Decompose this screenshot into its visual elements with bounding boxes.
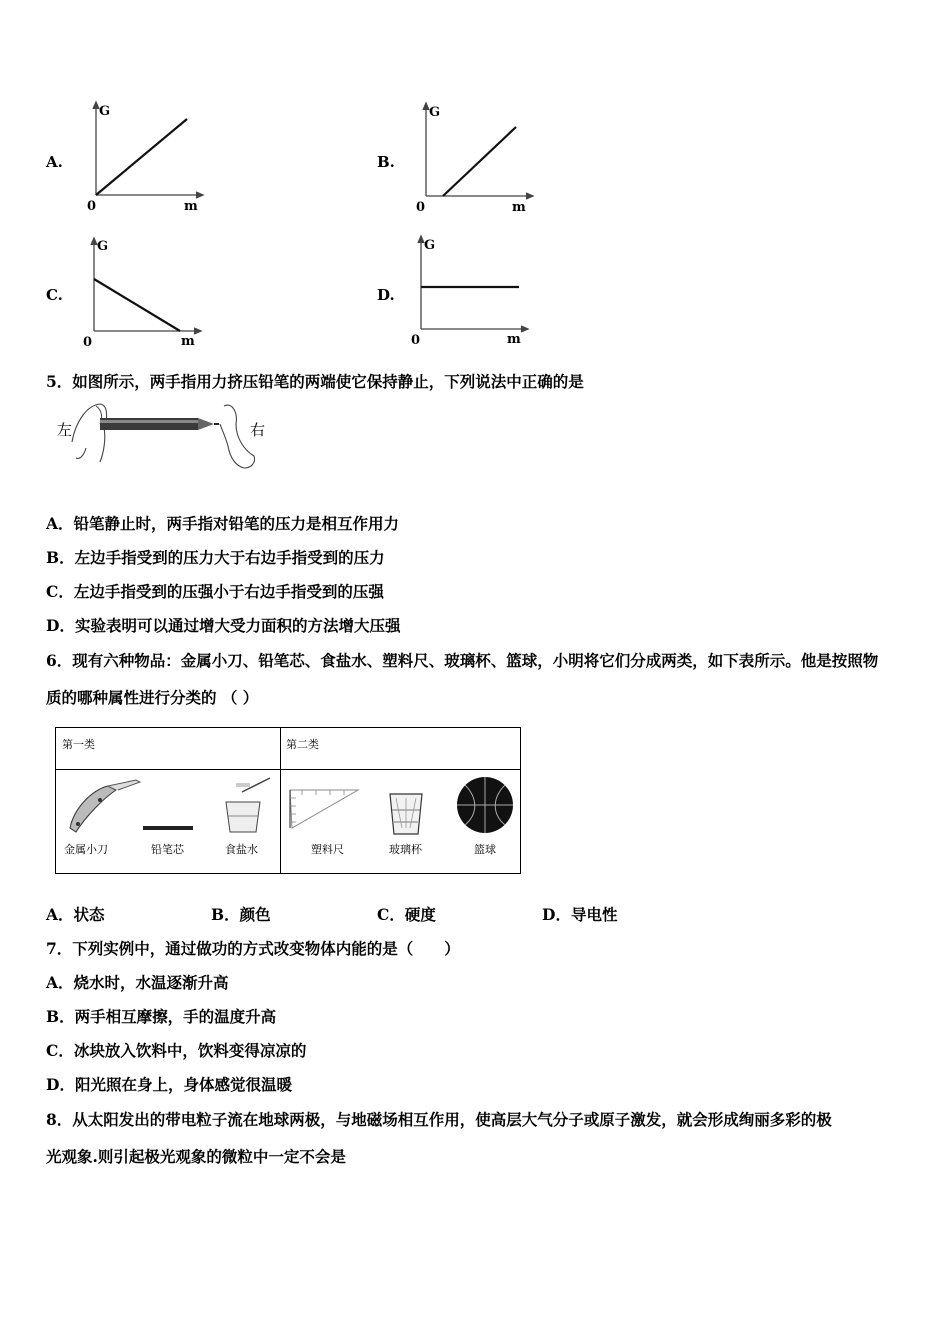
q7-option-a[interactable]: A．烧水时，水温逐渐升高 <box>46 973 229 992</box>
q5-option-c[interactable]: C．左边手指受到的压强小于右边手指受到的压强 <box>46 582 384 601</box>
q5-option-b[interactable]: B．左边手指受到的压力大于右边手指受到的压力 <box>46 548 385 567</box>
q6-stem-line2: 质的哪种属性进行分类的 （ ） <box>46 688 259 707</box>
y-axis-label: G <box>97 239 109 254</box>
origin-label: 0 <box>416 200 426 215</box>
origin-label: 0 <box>83 335 93 350</box>
option-letter: B. <box>377 153 395 171</box>
right-label: 右 <box>250 421 266 439</box>
item-caption: 玻璃杯 <box>389 843 422 856</box>
q5-option-d[interactable]: D．实验表明可以通过增大受力面积的方法增大压强 <box>46 616 401 635</box>
q7-stem: 7．下列实例中，通过做功的方式改变物体内能的是（ ） <box>46 939 460 958</box>
pencil-lead-image <box>143 826 193 830</box>
q6-option-b[interactable]: B．颜色 <box>211 905 271 924</box>
q8-stem-line1: 8．从太阳发出的带电粒子流在地球两极，与地磁场相互作用，使高层大气分子或原子激发，就会形成绚丽多彩的极 <box>46 1110 832 1129</box>
classification-table <box>55 727 521 874</box>
item-caption: 食盐水 <box>225 843 258 856</box>
x-axis-label: m <box>512 200 526 215</box>
x-axis-label: m <box>181 334 195 349</box>
q7-option-b[interactable]: B．两手相互摩擦，手的温度升高 <box>46 1007 277 1026</box>
left-label: 左 <box>57 421 73 439</box>
x-axis-label: m <box>184 199 198 214</box>
origin-label: 0 <box>411 333 421 348</box>
glass-cup-image <box>390 794 422 834</box>
item-caption: 篮球 <box>474 843 496 856</box>
option-letter: D. <box>377 286 395 304</box>
q6-stem-line1: 6．现有六种物品：金属小刀、铅笔芯、食盐水、塑料尺、玻璃杯、篮球，小明将它们分成两类，如下表所示。他是按照物 <box>46 651 879 670</box>
group2-header: 第二类 <box>286 738 319 751</box>
group1-header: 第一类 <box>62 738 95 751</box>
q7-option-d[interactable]: D．阳光照在身上，身体感觉很温暖 <box>46 1075 292 1094</box>
y-axis-label: G <box>424 238 436 253</box>
basketball-image <box>457 777 513 833</box>
x-axis-label: m <box>507 332 521 347</box>
item-caption: 塑料尺 <box>311 843 344 856</box>
knife-image <box>70 780 140 832</box>
salt-water-image <box>226 778 270 832</box>
item-caption: 金属小刀 <box>64 843 108 856</box>
option-letter: A. <box>46 153 63 171</box>
q6-option-d[interactable]: D．导电性 <box>542 905 618 924</box>
q6-option-a[interactable]: A．状态 <box>46 905 105 924</box>
q5-option-a[interactable]: A．铅笔静止时，两手指对铅笔的压力是相互作用力 <box>46 514 400 533</box>
q8-stem-line2: 光观象.则引起极光观象的微粒中一定不会是 <box>46 1147 346 1166</box>
item-caption: 铅笔芯 <box>151 843 184 856</box>
y-axis-label: G <box>99 104 111 119</box>
q6-option-c[interactable]: C．硬度 <box>377 905 436 924</box>
table-item-images <box>56 728 522 875</box>
option-letter: C. <box>46 286 63 304</box>
q7-option-c[interactable]: C．冰块放入饮料中，饮料变得凉凉的 <box>46 1041 307 1060</box>
origin-label: 0 <box>87 199 97 214</box>
y-axis-label: G <box>429 105 441 120</box>
q5-stem: 5．如图所示，两手指用力挤压铅笔的两端使它保持静止，下列说法中正确的是 <box>46 372 584 391</box>
plastic-ruler-image <box>290 790 358 828</box>
